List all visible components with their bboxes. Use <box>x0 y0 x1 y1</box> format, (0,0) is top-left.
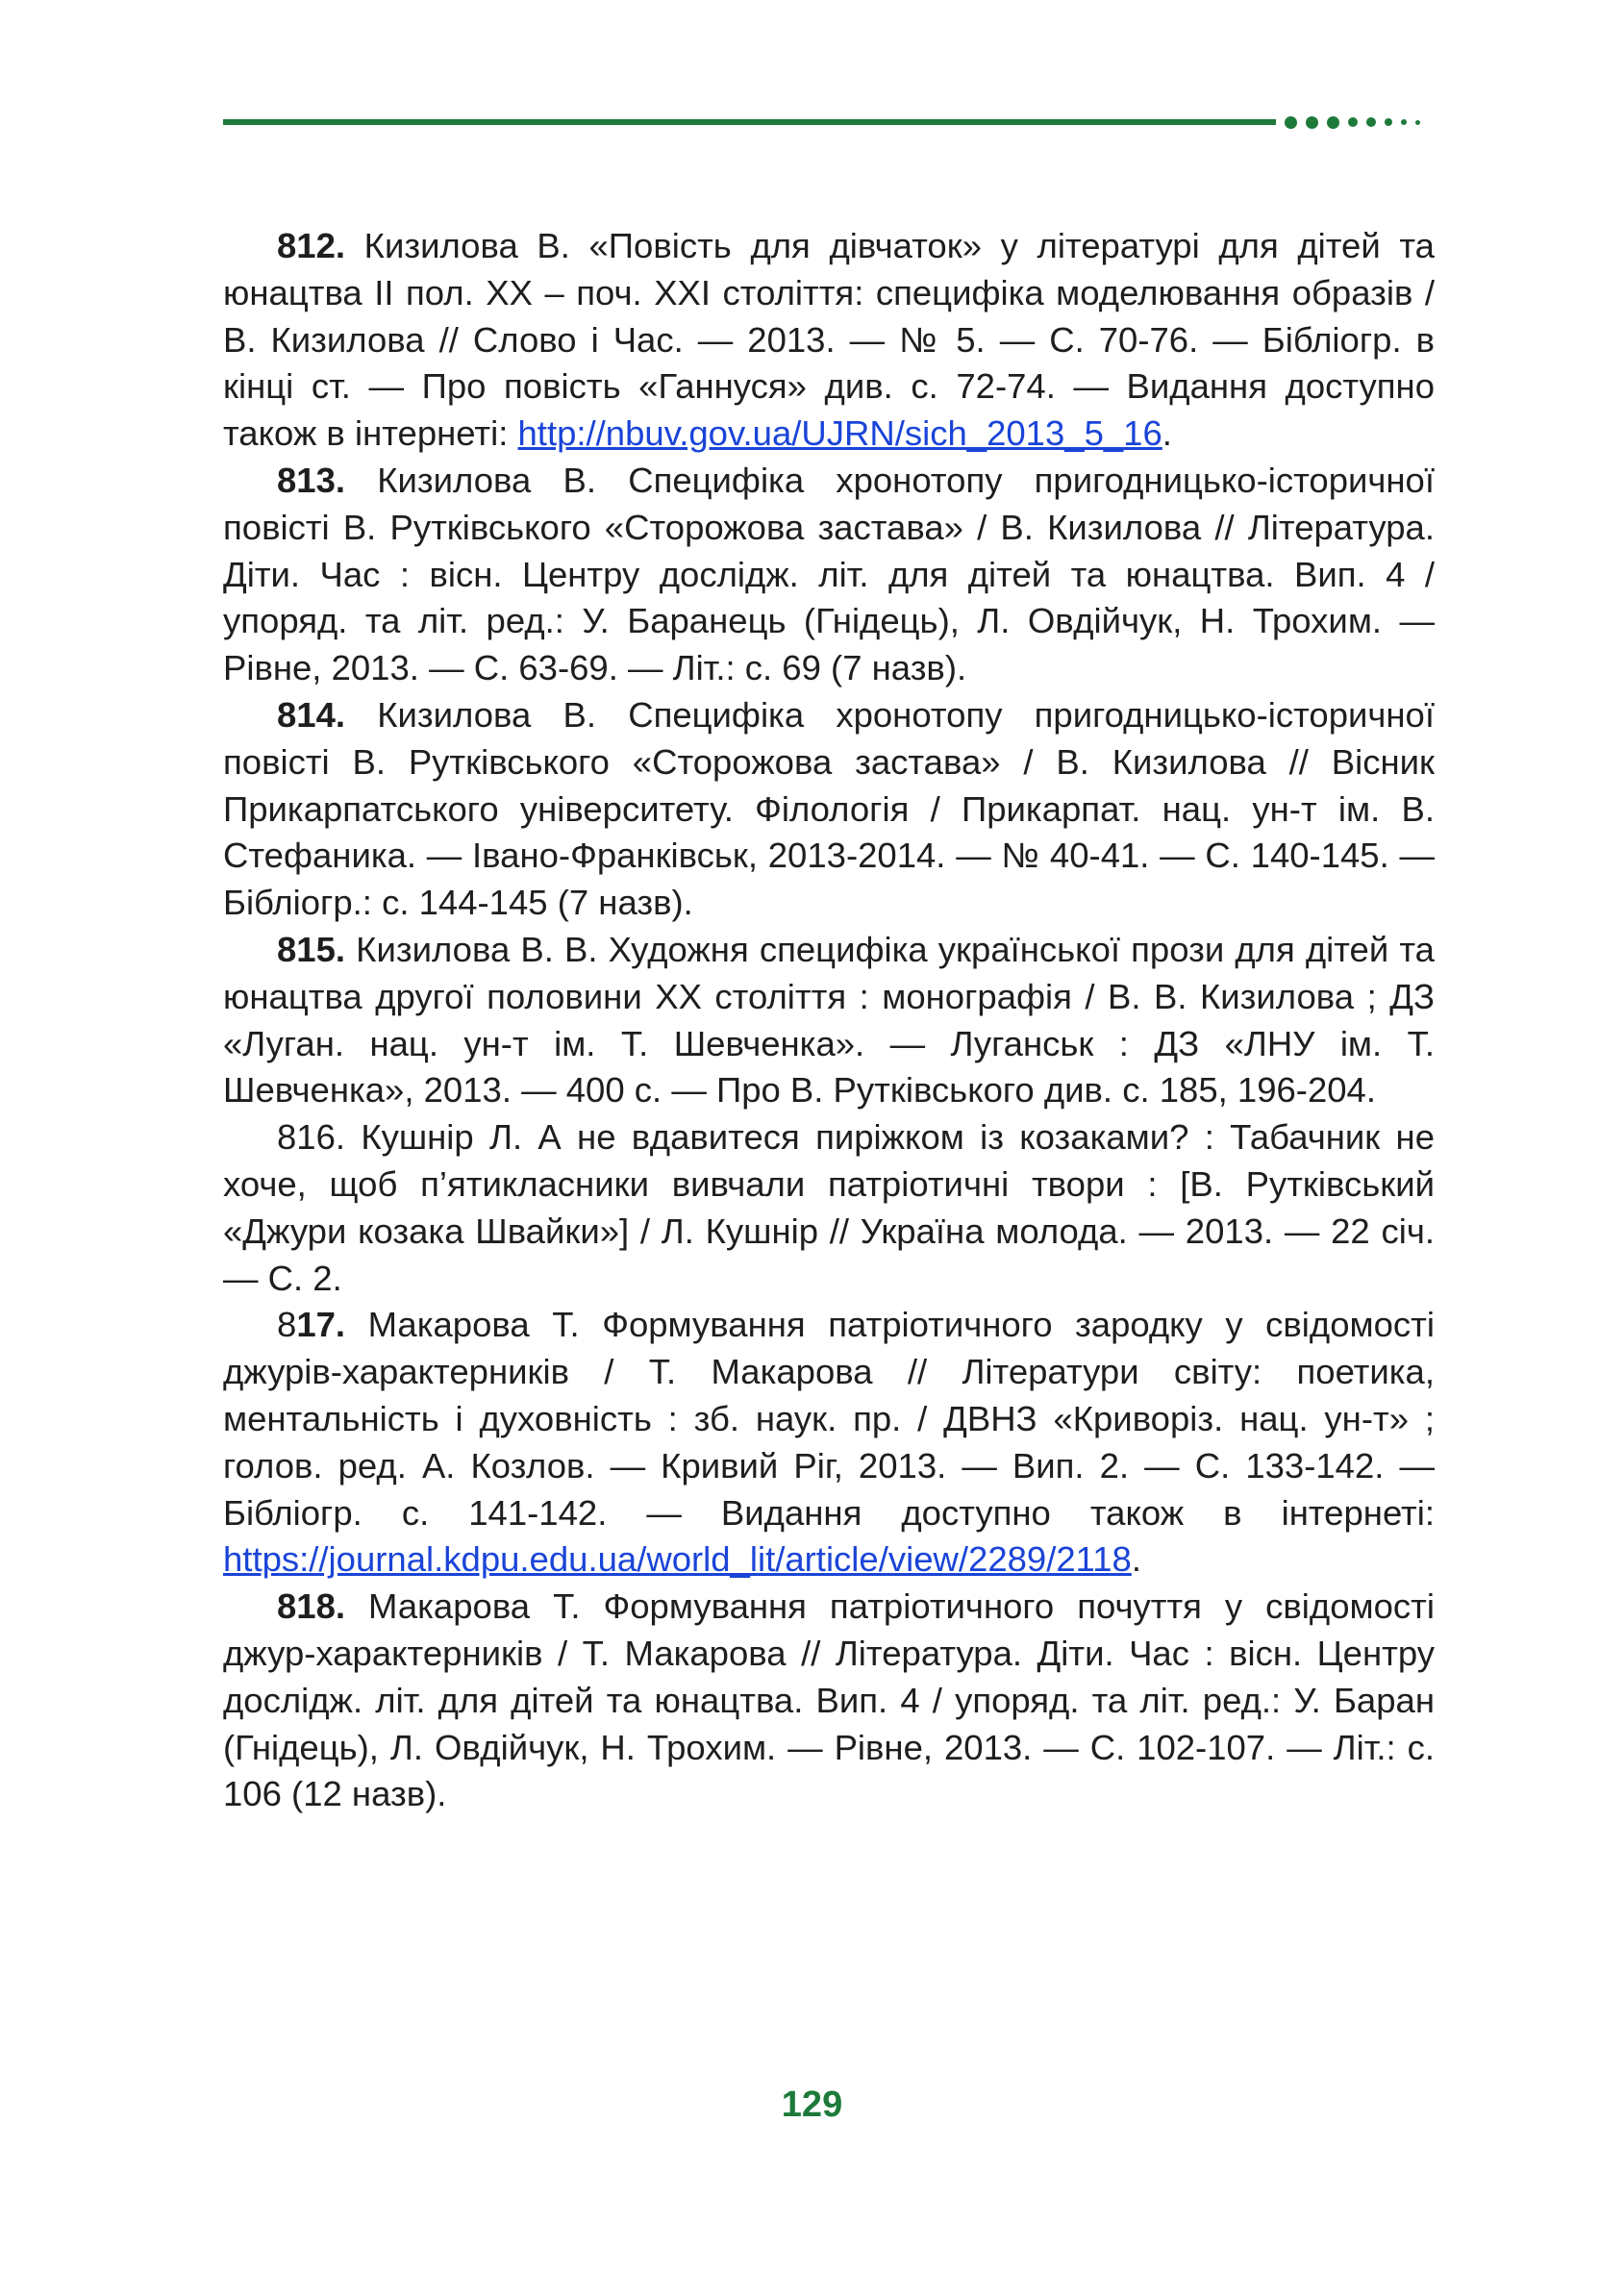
entry-816 <box>223 1114 1435 1302</box>
bibliography-list <box>223 223 1435 1818</box>
entry-number: 818. <box>277 1586 346 1627</box>
entry-link[interactable]: https://journal.kdpu.edu.ua/world_lit/article/view/2289/2118 <box>223 1539 1132 1580</box>
entry-text: Кизилова В. Специфіка хронотопу пригодницько-історичної повісті В. Рутківського «Сторожова застава» / В. Кизилова // Література. Діти. Час : вісн. Центру дослідж. літ. для дітей та юнацтва. Вип. 4 / упоряд. та літ. ред.: У. Баранець (Гнідець), Л. Овдійчук, Н. Трохим. — Рівне, 2013. — С. 63-69. — Літ.: с. 69 (7 назв). <box>223 460 1435 688</box>
dot <box>1385 118 1392 126</box>
header-rule <box>223 119 1276 125</box>
entry-link[interactable]: http://nbuv.gov.ua/UJRN/sich_2013_5_16 <box>517 413 1162 454</box>
page-number: 129 <box>781 2085 843 2125</box>
dot <box>1366 117 1376 127</box>
dot <box>1401 119 1407 125</box>
entry-814 <box>223 692 1435 927</box>
header-dots <box>1285 114 1420 130</box>
entry-813 <box>223 458 1435 692</box>
entry-number: 812. <box>277 226 346 265</box>
dot <box>1306 116 1318 129</box>
entry-text: 816. Кушнір Л. А не вдавитеся пиріжком із козаками? : Табачник не хоче, щоб п’ятикласники вивчали патріотичні твори : [В. Рутківський «Джури козака Швайки»] / Л. Кушнір // Україна молода. — 2013. — 22 січ. — С. 2. <box>223 1117 1435 1298</box>
entry-number-plain: 8 <box>277 1305 297 1345</box>
entry-tail: . <box>1131 1539 1142 1580</box>
entry-818 <box>223 1584 1435 1818</box>
entry-number: 813. <box>277 460 346 500</box>
entry-text: Макарова Т. Формування патріотичного зародку у свідомості джурів-характерників / Т. Макарова // Літератури світу: поетика, ментальність і духовність : зб. наук. пр. / ДВНЗ «Криворіз. нац. ун-т» ; голов. ред. А. Козлов. — Кривий Ріг, 2013. — Вип. 2. — С. 133-142. — Бібліогр. с. 141-142. — Видання доступно також в інтернеті: <box>223 1305 1435 1533</box>
entry-text: Кизилова В. Специфіка хронотопу пригодницько-історичної повісті В. Рутківського «Сторожова застава» / В. Кизилова // Вісник Прикарпатського університету. Філологія / Прикарпат. нац. ун-т ім. В. Стефаника. — Івано-Франківськ, 2013-2014. — № 40-41. — С. 140-145. — Бібліогр.: с. 144-145 (7 назв). <box>223 694 1435 923</box>
dot <box>1285 116 1297 129</box>
dot <box>1327 116 1339 129</box>
entry-817 <box>223 1302 1435 1584</box>
entry-number: 815. <box>277 929 346 969</box>
entry-number: 814. <box>277 694 346 735</box>
entry-text: Кизилова В. «Повість для дівчаток» у літературі для дітей та юнацтва ІІ пол. ХХ – поч. ХХІ століття: специфіка моделювання образів / В. Кизилова // Слово і Час. — 2013. — № 5. — С. 70-76. — Бібліогр. в кінці ст. — Про повість «Ганнуся» див. с. 72-74. — Видання доступно також в інтернеті: <box>223 226 1435 454</box>
entry-text: Макарова Т. Формування патріотичного почуття у свідомості джур-характерників / Т. Макарова // Література. Діти. Час : вісн. Центру дослідж. літ. для дітей та юнацтва. Вип. 4 / упоряд. та літ. ред.: У. Баран (Гнідець), Л. Овдійчук, Н. Трохим. — Рівне, 2013. — С. 102-107. — Літ.: с. 106 (12 назв). <box>223 1586 1435 1814</box>
entry-number: 17. <box>296 1305 346 1345</box>
dot <box>1348 117 1358 127</box>
dot <box>1415 120 1420 125</box>
entry-tail: . <box>1162 413 1172 454</box>
entry-text: Кизилова В. В. Художня специфіка української прози для дітей та юнацтва другої половини ХХ століття : монографія / В. В. Кизилова ; ДЗ «Луган. нац. ун-т ім. Т. Шевченка». — Луганськ : ДЗ «ЛНУ ім. Т. Шевченка», 2013. — 400 с. — Про В. Рутківського див. с. 185, 196-204. <box>223 929 1435 1111</box>
entry-815 <box>223 927 1435 1114</box>
entry-812 <box>223 223 1435 458</box>
